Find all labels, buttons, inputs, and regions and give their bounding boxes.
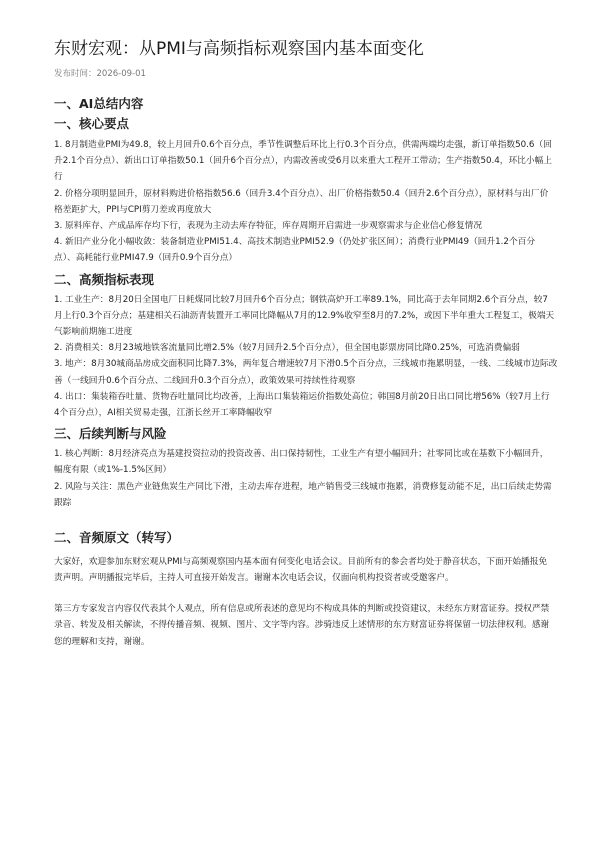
list-item: 2. 消费相关：8月23城地铁客流量同比增2.5%（较7月回升2.5个百分点），但全国电影票房同比降0.25%，可选消费偏弱 [54, 343, 520, 354]
list-item: 1. 8月制造业PMI为49.8，较上月回升0.6个百分点，季节性调整后环比上行0.3个百分点，供需两端均走强，新订单指数50.6（回升2.1个百分点）、新出口订单指数50.1（回升6个百分点），内需改善或受6月以来重大工程开工带动；生产指数50.4，环比小幅上行 [54, 140, 552, 183]
list-item: 3. 原料库存、产成品库存均下行，表现为主动去库存特征，库存周期开启需进一步观察需求与企业信心修复情况 [54, 221, 483, 232]
list-item: 2. 价格分项明显回升，原材料购进价格指数56.6（回升3.4个百分点）、出厂价格指数50.4（回升2.6个百分点），原材料与出厂价格差距扩大，PPI与CPI剪刀差或再度放大 [54, 188, 549, 215]
high-frequency-heading: 二、高频指标表现 [54, 271, 155, 287]
transcript-paragraph-disclaimer: 第三方专家发言内容仅代表其个人观点，所有信息或所表述的意见均不构成具体的判断或投资建议，未经东方财富证券。授权严禁录音、转发及相关解读，不得传播音频、视频、图片、文字等内容。涉骑违反上述情形的东方财富证券将保留一切法律权利。感谢您的理解和支持，谢谢。 [54, 603, 550, 647]
list-item: 4. 新旧产业分化小幅收敛：装备制造业PMI51.4、高技术制造业PMI52.9（仍处扩张区间）；消费行业PMI49（回升1.2个百分点）、高耗能行业PMI47.9（回升0.9个百分点） [54, 237, 536, 264]
core-points-heading: 一、核心要点 [54, 116, 130, 131]
list-item: 4. 出口：集装箱吞吐量、货物吞吐量同比均改善，上海出口集装箱运价指数处高位；韩国8月前20日出口同比增56%（较7月上行4个百分点），AI相关贸易走强，江浙长丝开工率降幅收窄 [54, 391, 550, 419]
outlook-risk-list [54, 446, 555, 511]
list-item: 3. 地产：8月30城商品房成交面积同比降7.3%，两年复合增速较7月下滑0.5个百分点，三线城市拖累明显，一线、二线城市边际改善（一线回升0.6个百分点、二线回升0.3个百分点），政策效果可持续性待观察 [54, 359, 558, 386]
list-item: 1. 工业生产：8月20日全国电厂日耗煤同比较7月回升6个百分点；钢铁高炉开工率89.1%，同比高于去年同期2.6个百分点，较7月上行0.3个百分点；基建相关石油沥青装置开工率同比降幅从7月的12.9%收窄至8月的7.2%，或因下半年重大工程复工，极端天气影响前期施工进度 [54, 294, 555, 338]
outlook-risk-heading: 三、后续判断与风险 [54, 426, 167, 442]
ai-summary-heading: 一、AI总结内容 [54, 96, 144, 111]
high-frequency-list [54, 292, 558, 422]
transcript-heading: 二、音频原文（转写） [54, 530, 180, 546]
list-item: 1. 核心判断：8月经济亮点为基建投资拉动的投资改善、出口保持韧性，工业生产有望小幅回升；社零同比或在基数下小幅回升，幅度有限（或1%-1.5%区间） [54, 449, 549, 476]
page-title: 东财宏观：从PMI与高频指标观察国内基本面变化 [54, 39, 424, 59]
publish-date: 发布时间：2026-09-01 [54, 69, 146, 79]
core-points-list [54, 137, 555, 267]
transcript-paragraph-intro: 大家好，欢迎参加东财宏观从PMI与高频观察国内基本面有何变化电话会议。目前所有的参会者均处于静音状态，下面开始播报免责声明。声明播报完毕后，主持人可直接开始发言。谢谢本次电话会议，仅面向机构投资者或受邀客户。 [54, 557, 548, 584]
list-item: 2. 风险与关注：黑色产业链焦炭生产同比下滑，主动去库存进程，地产销售受三线城市拖累，消费修复动能不足，出口后续走势需跟踪 [54, 481, 552, 508]
